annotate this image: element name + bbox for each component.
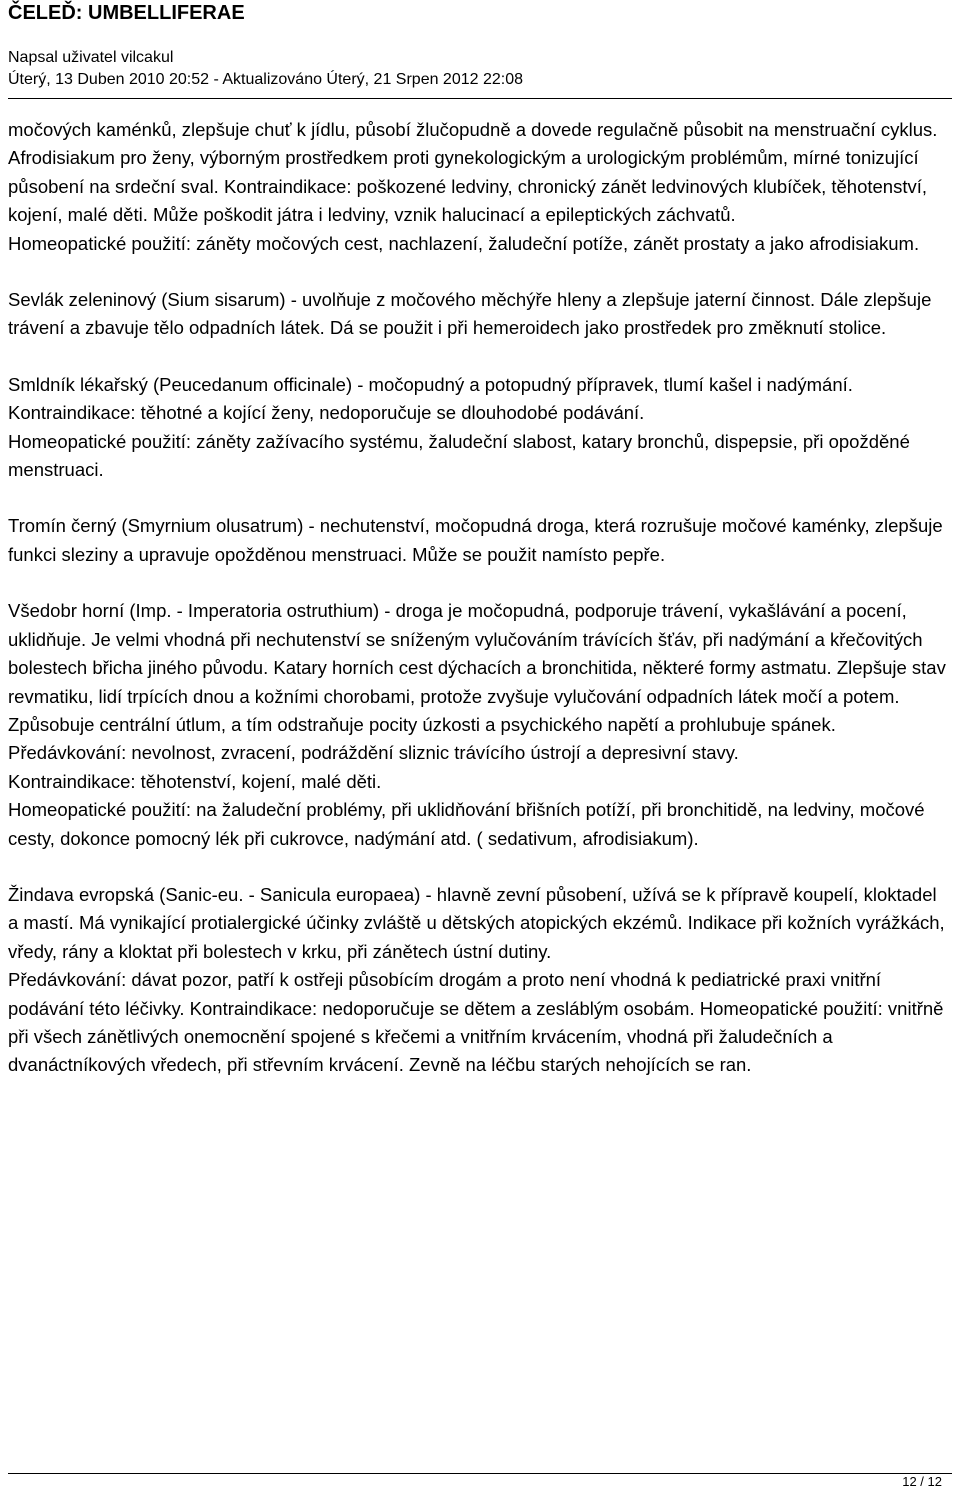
header-divider [8,98,952,99]
page-number: 12 / 12 [902,1474,942,1489]
page-title: ČELEĎ: UMBELLIFERAE [8,2,245,24]
page-header [8,0,952,91]
article-body [8,116,952,1108]
paragraph-4: Tromín černý (Smyrnium olusatrum) - nechutenství, močopudná droga, která rozrušuje močové kaménky, zlepšuje funkci sleziny a upravuje opožděnou menstruaci. Může se použit namísto pepře. [8,515,943,565]
paragraph-2: Sevlák zeleninový (Sium sisarum) - uvolňuje z močového měchýře hleny a zlepšuje jaterní činnost. Dále zlepšuje trávení a zbavuje tělo odpadních látek. Dá se použit i při hemeroidech jako prostředek pro změknutí stolice. [8,289,932,339]
footer-divider [8,1473,952,1474]
paragraph-6: Žindava evropská (Sanic-eu. - Sanicula europaea) - hlavně zevní působení, užívá se k přípravě koupelí, kloktadel a mastí. Má vynikající protialergické účinky zvláště u dětských atopických ekzémů. Indikace při kožních vyrážkách, vředy, rány a kloktat při bolestech v krku, při zánětech ústní dutiny. Předávkování: dávat pozor, patří k ostřeji působícím drogám a proto není vhodná k pediatrické praxi vnitřní podávání této léčivky. Kontraindikace: nedoporučuje se dětem a zesláblým osobám. Homeopatické použití: vnitřně při všech zánětlivých onemocnění spojené s křečemi a vnitřním krvácením, vhodná při žaludečních a dvanáctníkových vředech, při střevním krvácení. Zevně na léčbu starých nehojících se ran. [8,883,945,1076]
paragraph-3: Smldník lékařský (Peucedanum officinale) - močopudný a potopudný přípravek, tlumí kašel i nadýmání. Kontraindikace: těhotné a kojící ženy, nedoporučuje se dlouhodobé podávání. Homeopatické použití: záněty zažívacího systému, žaludeční slabost, katary bronchů, dispepsie, při opožděné menstruaci. [8,373,910,481]
author-line: Napsal uživatel vilcakul [8,49,174,66]
paragraph-1: močových kaménků, zlepšuje chuť k jídlu, působí žlučopudně a dovede regulačně působit na menstruační cyklus. Afrodisiakum pro ženy, výborným prostředkem proti gynekologickým a urologickým problémům, mírné tonizující působení na srdeční sval. Kontraindikace: poškozené ledviny, chronický zánět ledvinových klubíček, těhotenství, kojení, malé děti. Může poškodit játra i ledviny, vznik halucinací a epileptických záchvatů. Homeopatické použití: záněty močových cest, nachlazení, žaludeční potíže, zánět prostaty a jako afrodisiakum. [8,119,938,254]
paragraph-5: Všedobr horní (Imp. - Imperatoria ostruthium) - droga je močopudná, podporuje trávení, vykašlávání a pocení, uklidňuje. Je velmi vhodná při nechutenství se sníženým vylučováním trávících šťáv, při nadýmání a křečovitých bolestech břicha jiného původu. Katary horních cest dýchacích a bronchitida, některé formy astmatu. Zlepšuje stav revmatiku, lidí trpících dnou a kožními chorobami, protože zvyšuje vylučování odpadních látek močí a potem. Způsobuje centrální útlum, a tím odstraňuje pocity úzkosti a psychického napětí a prohlubuje spánek. Předávkování: nevolnost, zvracení, podráždění sliznic trávícího ústrojí a depresivní stavy. Kontraindikace: těhotenství, kojení, malé děti. Homeopatické použití: na žaludeční problémy, při uklidňování břišních potíží, při bronchitidě, na ledviny, močové cesty, dokonce pomocný lék při cukrovce, nadýmání atd. ( sedativum, afrodisiakum). [8,600,946,849]
date-line: Úterý, 13 Duben 2010 20:52 - Aktualizováno Úterý, 21 Srpen 2012 22:08 [8,71,524,88]
